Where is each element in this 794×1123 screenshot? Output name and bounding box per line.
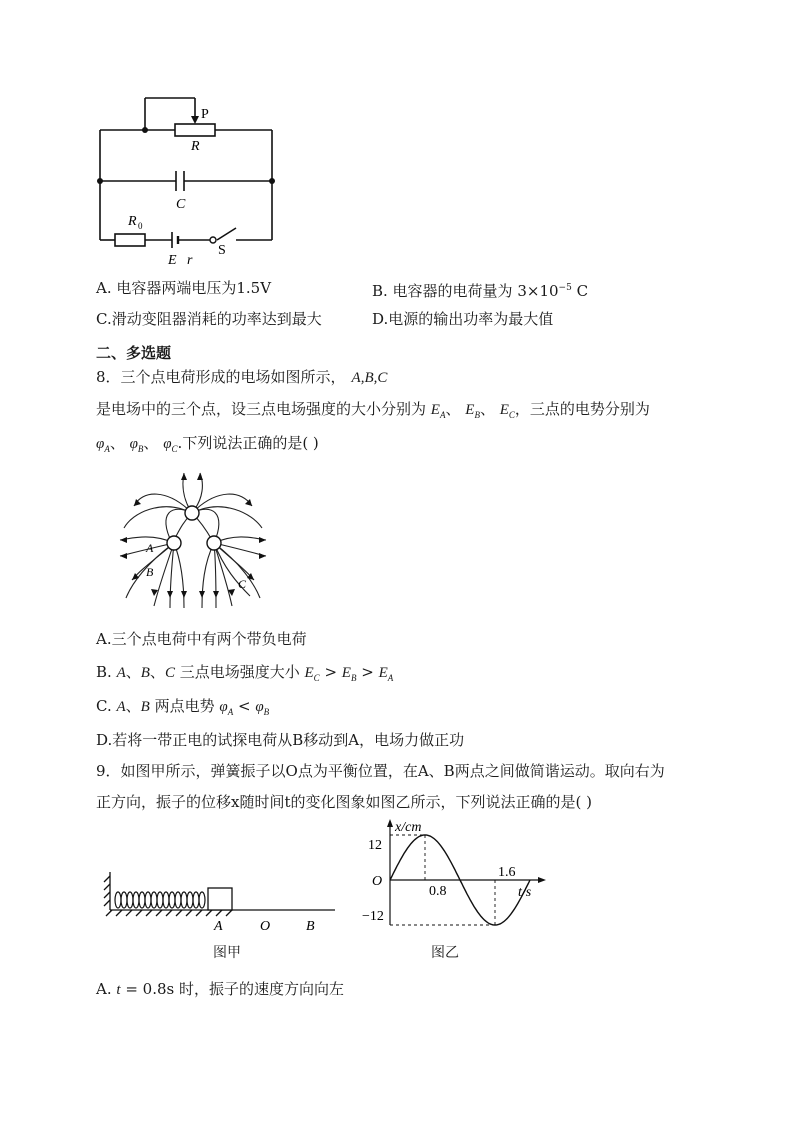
q7-circuit-figure [90,88,290,268]
q7-label-p: P [201,107,209,122]
q8-stem-text: 8．三个点电荷形成的电场如图所示， [96,368,346,386]
q9-label-b: B [306,919,315,934]
q8-option-c: C. A、B 两点电势 $\varphi_A < \varphi_B$ [96,697,270,717]
q8-stem-line1 [96,366,387,389]
q8-option-d: D.若将一带正电的试探电荷从B移动到A，电场力做正功 [96,731,465,749]
q7-label-r: R [191,139,200,154]
q9-stem-line2: 正方向，振子的位移x随时间t的变化图象如图乙所示，下列说法正确的是( ) [96,793,592,811]
q8-points: A,B,C [351,370,388,386]
q8-stem-line2-post: ，三点的电势分别为 [514,400,650,418]
q8-sep1: 、 [445,400,461,418]
q7-option-b-unit: C [571,282,589,300]
q7-option-d: D.电源的输出功率为最大值 [372,310,554,328]
q8-label-c: C [238,577,247,591]
q9-label-o: O [260,919,271,934]
q8-label-b: B [146,565,154,579]
xt-tick-16: 1.6 [498,865,516,880]
q8-stem-line3-post: .下列说法正确的是( ) [177,434,319,452]
xt-xlabel: t/s [518,885,532,900]
q7-label-c: C [176,197,186,212]
q8-stem-line2 [96,398,650,426]
q8-option-b: B. A、B、C 三点电场强度大小 $E_C > E_B > E_A$ [96,663,394,683]
q9-fig1-caption: 图甲 [213,945,241,961]
q8-eb: $E_B$ [465,402,480,420]
q8-stem-line2-pre: 是电场中的三个点，设三点电场强度的大小分别为 [96,400,427,418]
q7-label-r-internal: r [187,253,193,268]
q9-stem-line1: 9．如图甲所示，弹簧振子以O点为平衡位置，在A、B两点之间做简谐运动。取向右为 [96,762,665,780]
q8-ea: $E_A$ [430,402,446,420]
xt-tick-12: 12 [368,838,382,853]
q8-sep4: 、 [143,434,159,452]
q7-label-r0-sub: 0 [138,221,143,231]
q8-field-figure [112,468,272,610]
xt-ylabel: x/cm [395,820,422,835]
q8-ec: $E_C$ [499,402,515,420]
q7-label-r0: R [128,214,137,229]
section-title: 二、多选题 [96,344,172,362]
xt-tick-08: 0.8 [429,884,447,899]
q7-label-e: E [168,253,177,268]
q8-label-a: A [146,541,154,555]
q7-option-b-exponent: −5 [558,283,572,293]
q9-xt-graph [360,815,550,935]
q7-option-b-text: B. 电容器的电荷量为 3×10 [372,282,559,300]
q7-option-b [372,277,588,302]
q8-sep2: 、 [479,400,495,418]
q8-sep3: 、 [109,434,125,452]
q8-stem-line3 [96,432,319,460]
q8-phi-c: $\varphi_C$ [163,436,178,454]
q7-label-s: S [218,243,226,258]
xt-tick-neg12: −12 [362,909,384,924]
q9-fig2-caption: 图乙 [431,945,459,961]
q7-option-a: A. 电容器两端电压为1.5V [96,279,272,297]
q8-phi-b: $\varphi_B$ [129,436,144,454]
q9-label-a: A [214,919,223,934]
q8-option-a: A.三个点电荷中有两个带负电荷 [96,630,307,648]
q8-phi-a: $\varphi_A$ [96,436,110,454]
q7-option-c: C.滑动变阻器消耗的功率达到最大 [96,310,322,328]
xt-origin: O [372,874,383,889]
q9-option-a: A. t = 0.8s 时，振子的速度方向向左 [96,980,344,998]
